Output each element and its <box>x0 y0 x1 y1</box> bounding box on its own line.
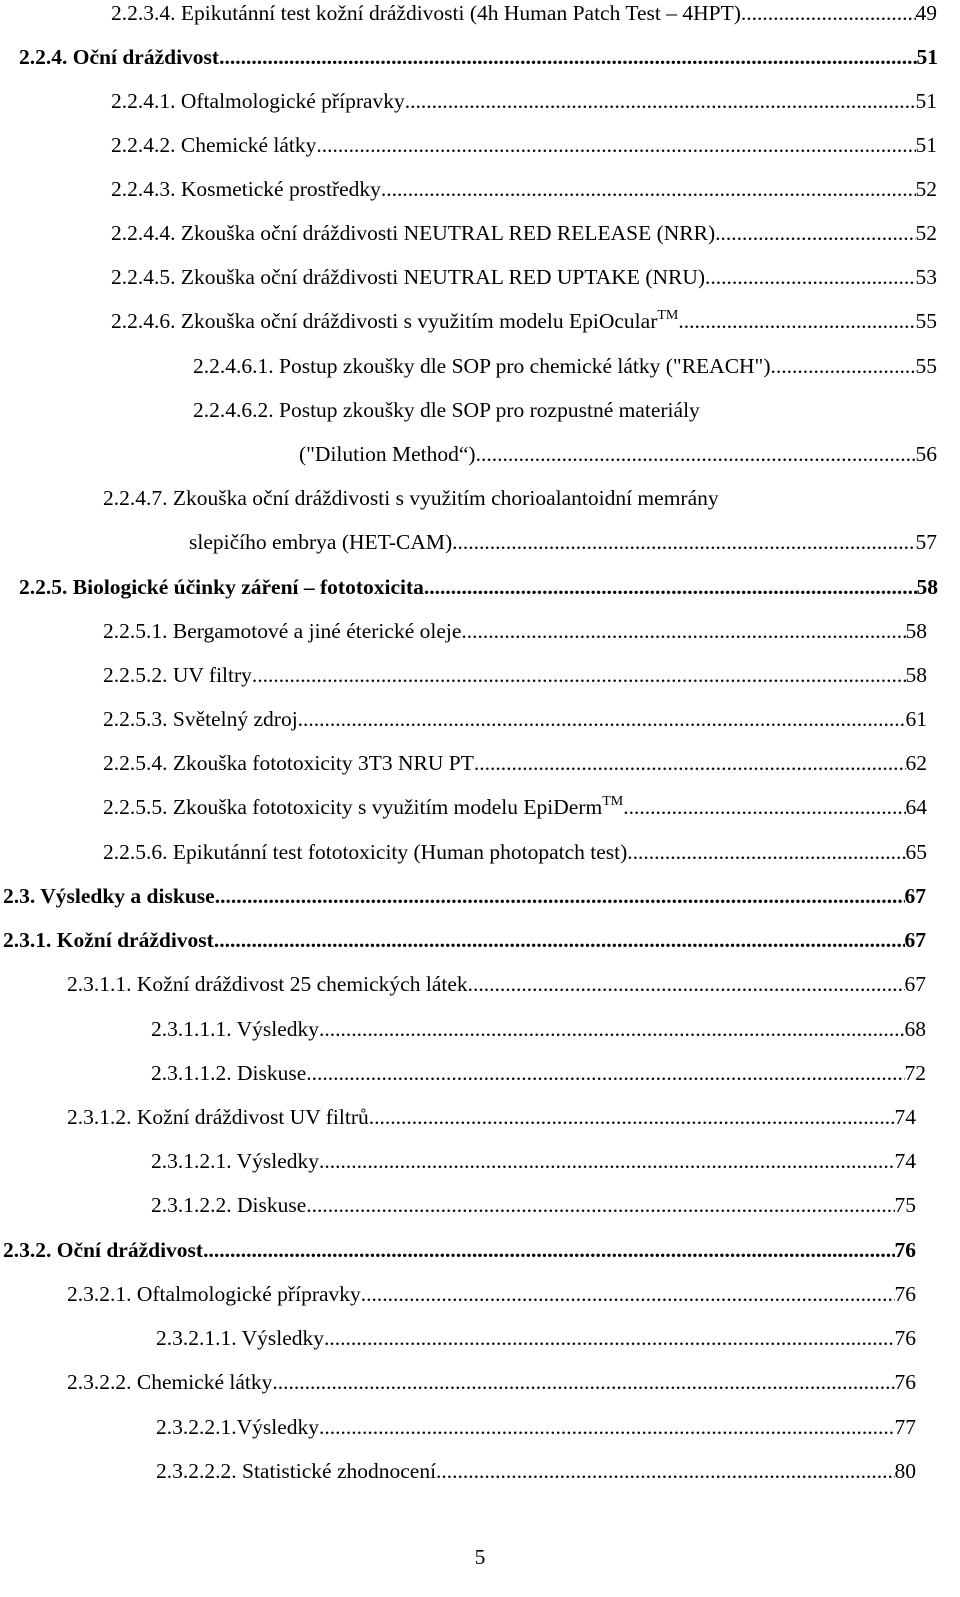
toc-entry-page: 51 <box>915 133 937 157</box>
toc-entry-page: 72 <box>904 1061 926 1085</box>
toc-entry-title <box>103 792 623 822</box>
toc-entry[interactable] <box>103 660 927 690</box>
toc-dot-leader <box>214 925 905 955</box>
toc-entry[interactable] <box>111 130 937 160</box>
toc-dot-leader <box>219 42 916 72</box>
toc-entry-title: 2.2.5.1. Bergamotové a jiné éterické oleje <box>103 619 462 643</box>
toc-entry[interactable] <box>67 1367 916 1397</box>
toc-dot-leader <box>461 616 905 646</box>
toc-dot-leader <box>316 130 915 160</box>
toc-entry-title-text: 2.2.4.6. Zkouška oční dráždivosti s využitím modelu EpiOcular <box>111 309 658 333</box>
trademark-mark: TM <box>657 308 679 323</box>
toc-dot-leader <box>405 86 916 116</box>
toc-entry-title: 2.2.4.1. Oftalmologické přípravky <box>111 89 405 113</box>
toc-dot-leader <box>215 881 905 911</box>
toc-entry[interactable] <box>156 1412 916 1442</box>
toc-dot-leader <box>436 1456 894 1486</box>
page-number: 5 <box>474 1545 486 1569</box>
toc-entry[interactable] <box>189 527 937 557</box>
toc-entry[interactable] <box>111 306 937 336</box>
toc-dot-leader <box>741 0 916 28</box>
toc-entry[interactable] <box>156 1323 916 1353</box>
toc-entry-page: 53 <box>915 265 937 289</box>
toc-entry-page: 56 <box>915 442 937 466</box>
toc-dot-leader <box>476 439 916 469</box>
toc-dot-leader <box>771 351 916 381</box>
toc-entry[interactable] <box>111 218 937 248</box>
toc-entry-title: 2.3. Výsledky a diskuse <box>3 884 215 908</box>
toc-entry[interactable] <box>103 748 927 778</box>
toc-entry[interactable] <box>299 439 937 469</box>
toc-dot-leader <box>306 1190 894 1220</box>
toc-entry-title: 2.2.4. Oční dráždivost <box>19 45 220 69</box>
toc-entry-title: 2.2.4.6.1. Postup zkoušky dle SOP pro chemické látky ("REACH") <box>193 354 771 378</box>
toc-entry-title: 2.3.1. Kožní dráždivost <box>3 928 214 952</box>
toc-entry-page: 76 <box>894 1282 916 1306</box>
toc-entry-page: 51 <box>916 45 938 69</box>
toc-entry-title: 2.3.1.2.2. Diskuse <box>151 1193 307 1217</box>
toc-entry-page: 61 <box>905 707 927 731</box>
toc-entry[interactable] <box>67 969 926 999</box>
toc-entry-title: 2.3.2. Oční dráždivost <box>3 1238 204 1262</box>
toc-entry-page: 58 <box>916 575 938 599</box>
toc-entry-page: 76 <box>894 1326 916 1350</box>
toc-entry-title: 2.3.1.1.1. Výsledky <box>151 1017 320 1041</box>
toc-entry-title: 2.2.4.2. Chemické látky <box>111 133 317 157</box>
toc-entry-title: 2.2.4.3. Kosmetické prostředky <box>111 177 381 201</box>
toc-entry-title-text: 2.2.5.5. Zkouška fototoxicity s využitím modelu EpiDerm <box>103 795 603 819</box>
toc-entry-title: 2.3.2.1.1. Výsledky <box>156 1326 325 1350</box>
toc-entry[interactable] <box>193 351 937 381</box>
toc-entry[interactable] <box>19 572 938 602</box>
toc-dot-leader <box>452 527 915 557</box>
toc-entry-title: ("Dilution Method“) <box>299 442 476 466</box>
toc-dot-leader <box>705 262 915 292</box>
toc-entry-title: 2.2.4.4. Zkouška oční dráždivosti NEUTRAL RED RELEASE (NRR) <box>111 221 716 245</box>
toc-entry-page: 62 <box>905 751 927 775</box>
toc-entry-page: 75 <box>894 1193 916 1217</box>
toc-entry[interactable] <box>111 174 937 204</box>
toc-entry-page: 67 <box>904 972 926 996</box>
toc-entry-title: 2.3.1.1.2. Diskuse <box>151 1061 307 1085</box>
toc-entry[interactable] <box>3 1235 916 1265</box>
toc-entry-page: 76 <box>894 1370 916 1394</box>
toc-entry-page: 67 <box>904 884 926 908</box>
toc-entry-title: 2.3.1.1. Kožní dráždivost 25 chemických látek <box>67 972 468 996</box>
toc-entry[interactable] <box>151 1190 916 1220</box>
toc-entry-title-line1[interactable]: 2.2.4.7. Zkouška oční dráždivosti s využitím chorioalantoidní memrány <box>103 486 719 510</box>
toc-dot-leader <box>361 1279 895 1309</box>
toc-dot-leader <box>627 837 905 867</box>
toc-entry[interactable] <box>103 616 927 646</box>
toc-dot-leader <box>319 1014 904 1044</box>
toc-entry[interactable] <box>103 792 927 822</box>
toc-dot-leader <box>252 660 906 690</box>
toc-dot-leader <box>623 792 905 822</box>
toc-entry-title: 2.2.5.2. UV filtry <box>103 663 252 687</box>
toc-entry-title: 2.3.2.1. Oftalmologické přípravky <box>67 1282 361 1306</box>
toc-entry[interactable] <box>19 42 938 72</box>
toc-dot-leader <box>272 1367 894 1397</box>
toc-entry-title: 2.2.5.3. Světelný zdroj <box>103 707 298 731</box>
toc-entry-page: 74 <box>894 1105 916 1129</box>
toc-entry-title: 2.2.5.4. Zkouška fototoxicity 3T3 NRU PT <box>103 751 474 775</box>
toc-dot-leader <box>678 306 915 336</box>
toc-dot-leader <box>715 218 915 248</box>
toc-dot-leader <box>298 704 906 734</box>
toc-entry[interactable] <box>3 925 926 955</box>
toc-entry[interactable] <box>67 1279 916 1309</box>
toc-entry-title: 2.3.1.2. Kožní dráždivost UV filtrů <box>67 1105 369 1129</box>
toc-dot-leader <box>319 1146 894 1176</box>
toc-entry[interactable] <box>151 1014 926 1044</box>
toc-entry[interactable] <box>103 837 927 867</box>
toc-entry-page: 77 <box>894 1415 916 1439</box>
toc-dot-leader <box>381 174 916 204</box>
toc-entry-page: 52 <box>915 221 937 245</box>
toc-entry-page: 58 <box>905 663 927 687</box>
toc-entry-page: 80 <box>894 1459 916 1483</box>
toc-entry-title: 2.3.2.2.1.Výsledky <box>156 1415 320 1439</box>
toc-entry-page: 49 <box>915 1 937 25</box>
toc-entry-page: 67 <box>904 928 926 952</box>
toc-entry[interactable] <box>67 1102 916 1132</box>
toc-entry-page: 74 <box>894 1149 916 1173</box>
toc-entry[interactable] <box>111 86 937 116</box>
toc-entry-title: 2.3.1.2.1. Výsledky <box>151 1149 320 1173</box>
toc-dot-leader <box>474 748 906 778</box>
toc-entry-title: slepičího embrya (HET-CAM) <box>189 530 453 554</box>
toc-entry[interactable] <box>111 262 937 292</box>
toc-entry-title: 2.2.5. Biologické účinky záření – fototoxicita <box>19 575 424 599</box>
toc-entry-page: 52 <box>915 177 937 201</box>
toc-entry-page: 51 <box>915 89 937 113</box>
toc-dot-leader <box>424 572 917 602</box>
toc-entry[interactable] <box>151 1146 916 1176</box>
toc-entry[interactable] <box>151 1058 926 1088</box>
toc-entry[interactable] <box>156 1456 916 1486</box>
toc-entry-page: 76 <box>894 1238 916 1262</box>
toc-entry-title <box>111 306 678 336</box>
toc-entry-page: 57 <box>915 530 937 554</box>
toc-dot-leader <box>369 1102 895 1132</box>
toc-entry[interactable] <box>103 704 927 734</box>
toc-dot-leader <box>203 1235 894 1265</box>
toc-dot-leader <box>319 1412 894 1442</box>
toc-entry-page: 58 <box>905 619 927 643</box>
toc-entry-page: 64 <box>905 795 927 819</box>
toc-entry-page: 55 <box>915 309 937 333</box>
toc-dot-leader <box>324 1323 894 1353</box>
toc-entry-title: 2.2.3.4. Epikutánní test kožní dráždivosti (4h Human Patch Test – 4HPT) <box>111 1 741 25</box>
toc-entry-title: 2.3.2.2. Chemické látky <box>67 1370 273 1394</box>
toc-entry-title: 2.2.4.5. Zkouška oční dráždivosti NEUTRAL RED UPTAKE (NRU) <box>111 265 706 289</box>
toc-entry-page: 55 <box>915 354 937 378</box>
toc-entry[interactable] <box>3 881 926 911</box>
toc-entry-page: 65 <box>905 840 927 864</box>
trademark-mark: TM <box>602 794 624 809</box>
toc-entry[interactable] <box>111 0 937 28</box>
toc-entry-title: 2.3.2.2.2. Statistické zhodnocení <box>156 1459 437 1483</box>
toc-entry-page: 68 <box>904 1017 926 1041</box>
toc-dot-leader <box>468 969 905 999</box>
toc-entry-title: 2.2.5.6. Epikutánní test fototoxicity (Human photopatch test) <box>103 840 628 864</box>
toc-entry-title-line1[interactable]: 2.2.4.6.2. Postup zkoušky dle SOP pro rozpustné materiály <box>193 398 700 422</box>
toc-dot-leader <box>306 1058 904 1088</box>
